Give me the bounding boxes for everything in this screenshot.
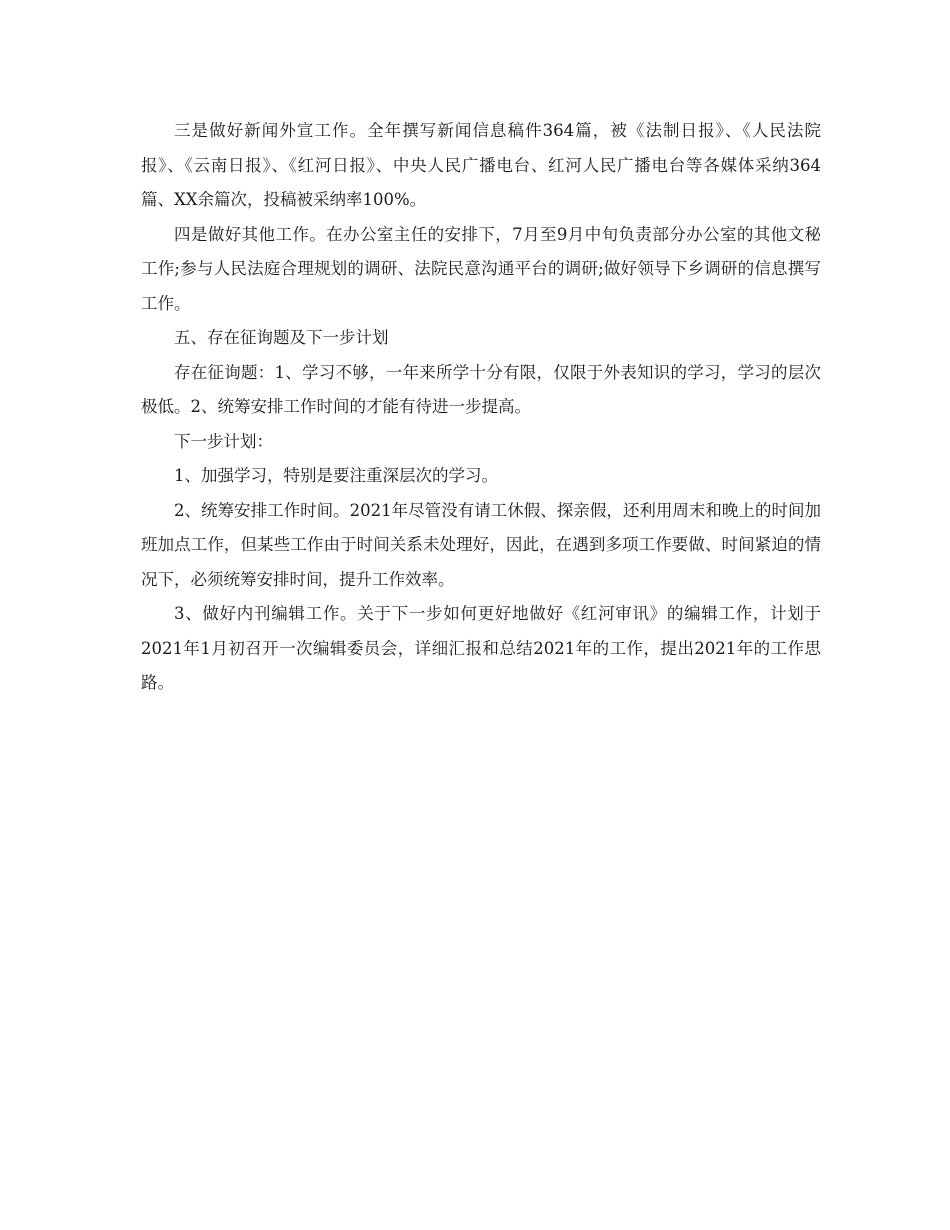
plan-item-3: 3、做好内刊编辑工作。关于下一步如何更好地做好《红河审讯》的编辑工作，计划于2021年1月初召开一次编辑委员会，详细汇报和总结2021年的工作，提出2021年的工作思路。 xyxy=(141,604,821,692)
paragraph-news-publicity: 三是做好新闻外宣工作。全年撰写新闻信息稿件364篇，被《法制日报》、《人民法院报》、《云南日报》、《红河日报》、中央人民广播电台、红河人民广播电台等各媒体采纳364篇、XX余篇次，投稿被采纳率100%。 xyxy=(141,121,821,209)
plan-item-1: 1、加强学习，特别是要注重深层次的学习。 xyxy=(174,466,498,485)
section-heading-problems-and-plan: 五、存在征询题及下一步计划 xyxy=(174,328,389,347)
paragraph-existing-problems: 存在征询题：1、学习不够，一年来所学十分有限，仅限于外表知识的学习，学习的层次极低。2、统筹安排工作时间的才能有待进一步提高。 xyxy=(141,362,821,416)
paragraph-next-plan-heading: 下一步计划： xyxy=(174,431,273,451)
plan-item-2: 2、统筹安排工作时间。2021年尽管没有请工休假、探亲假，还利用周末和晚上的时间加班加点工作，但某些工作由于时间关系未处理好，因此，在遇到多项工作要做、时间紧迫的情况下，必须统筹安排时间，提升工作效率。 xyxy=(141,500,821,589)
document-body xyxy=(141,114,821,701)
paragraph-other-work: 四是做好其他工作。在办公室主任的安排下，7月至9月中旬负责部分办公室的其他文秘工作;参与人民法庭合理规划的调研、法院民意沟通平台的调研;做好领导下乡调研的信息撰写工作。 xyxy=(141,224,821,313)
